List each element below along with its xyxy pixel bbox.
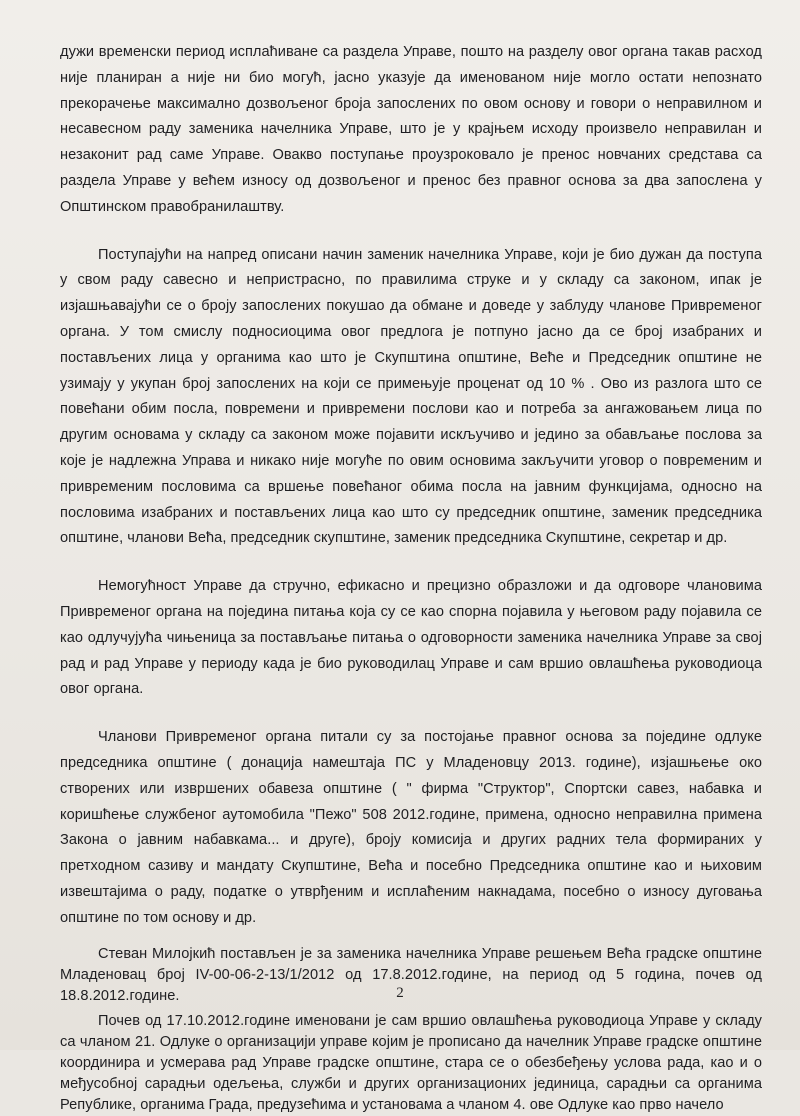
paragraph-4: Чланови Привременог органа питали су за постојање правног основа за поједине одлуке председника општине ( донација намештаја ПС у Младеновцу 2013. године), изјашњење око створених или извршених обавеза општине ( " фирма "Структор", Спортски савез, набавка и коришћење службеног аутомобила "Пежо" 508 2012.године, примена, односно неправилна примена Закона о јавним набавкама... и друге), броју комисија и других радних тела формираних у претходном сазиву и мандату Скупштине, Већа и посебно Председника општине као и њиховим извештајима о раду, податке о утврђеним и исплаћеним накнадама, посебно о износу дуговања општине по том основу и др. <box>60 729 762 926</box>
paragraph-spacer <box>60 552 762 574</box>
paragraph-6: Почев од 17.10.2012.године именовани је сам вршио овлашћења руководиоца Управе у складу са чланом 21. Одлуке о организацији управе којим је прописано да начелник Управе градске општине координира и усмерава рад Управе градске општине, стара се о обезбеђењу услова рада, као и о међусобној сарадњи одељења, служби и других организационих јединица, сарадњи са органима Републике, органима Града, предузећима и установама а чланом 4. ове Одлуке као прво начело <box>60 1012 762 1113</box>
paragraph-1: дужи временски период исплаћиване са раздела Управе, пошто на разделу овог органа такав расход није планиран а није ни био могућ, јасно указује да именованом није могло остати непознато прекорачење максимално дозвољеног броја запослених по овом основу и говори о неправилном и несавесном раду заменика начелника Управе, што је у крајњем исходу произвело неправилан и незаконит рад саме Управе. Овакво поступање проузроковало је пренос новчаних средстава са раздела Управе у већем износу од дозвољеног и пренос без правног основа за два запослена у Општинском правобранилаштву. <box>60 44 762 215</box>
paragraph-spacer <box>60 932 762 944</box>
paragraph-3: Немогућност Управе да стручно, ефикасно и прецизно образложи и да одговоре члановима Привременог органа на поједина питања која су се као спорна појавила у његовом раду појавила се као одлучујућа чињеница за постављање питања о одговорности заменика начелника Управе за свој рад и рад Управе у периоду када је био руководилац Управе и сам вршио овлашћења руководиоца овог органа. <box>60 578 762 698</box>
paragraph-2: Поступајући на напред описани начин заменик начелника Управе, који је био дужан да поступа у свом раду савесно и непристрасно, по правилима струке и у складу са законом, ипак је изјашњавајући се о броју запослених покушао да обмане и доведе у заблуду чланове Привременог органа. У том смислу подносиоцима овог предлога је потпуно јасно да се број изабраних и постављених лица у органима као што је Скупштина општине, Веће и Председник општине не узимају у укупан број запослених на који се примењује проценат од 10 % . Ово из разлога што се повећани обим посла, повремени и привремени послови као и потреба за ангажовањем лица по другим основама у складу са законом може појавити искључиво и једино за обављање послова за које је надлежна Управа и никако није могуће по овим основима закључити уговор о повременим и привременим пословима са вршење повећаног обима посла на јавним функцијама, односно на пословима изабраних и постављених лица као што су председник општине, заменик председника општине, чланови Већа, председник скупштине, заменик председника Скупштине, секретар и др. <box>60 246 762 547</box>
paragraph-spacer <box>60 221 762 243</box>
page-number: 2 <box>396 985 404 1001</box>
paragraph-5: Стеван Милојкић постављен је за заменика начелника Управе решењем Већа градске општине Младеновац број IV-00-06-2-13/1/2012 од 17.8.2012.године, на период од 5 година, почев од 18.8.2012.године. <box>60 945 762 1004</box>
paragraph-spacer <box>60 703 762 725</box>
